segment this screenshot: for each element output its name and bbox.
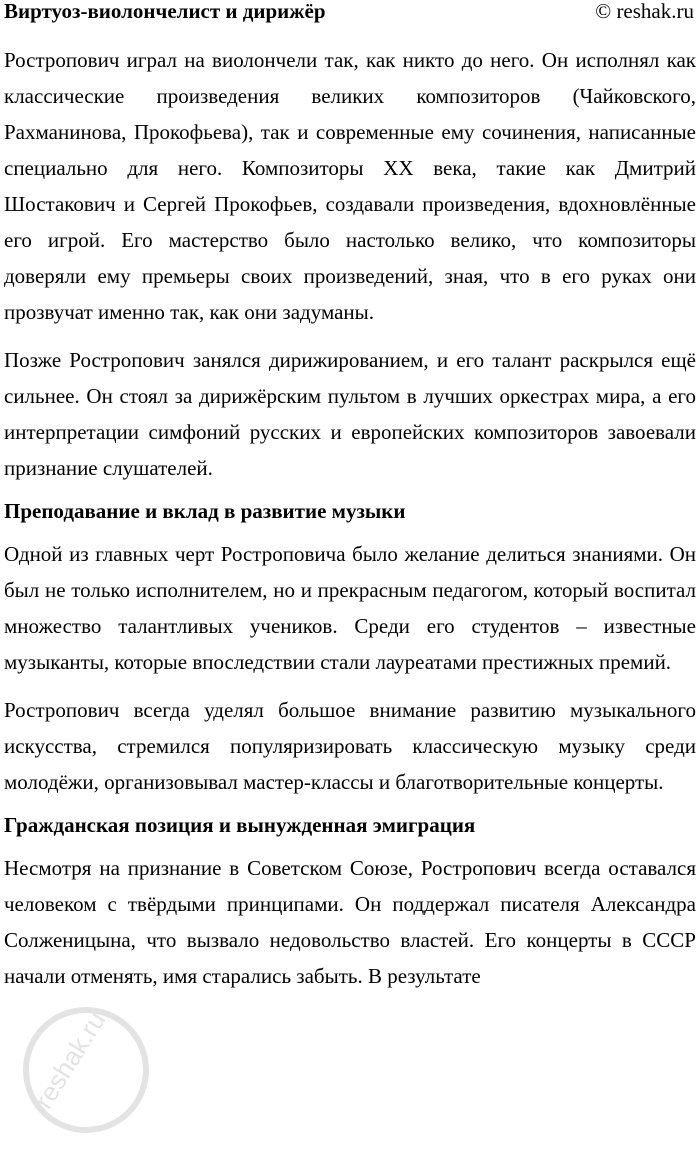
section-heading: Гражданская позиция и вынужденная эмиграция bbox=[4, 813, 476, 837]
paragraph: Несмотря на признание в Советском Союзе, Ростропович всегда оставался человеком с твёрдыми принципами. Он поддержал писателя Александра Солженицына, что вызвало недовольство властей. Его концерты в СССР начали отменять, имя старались забыть. В результате bbox=[4, 856, 696, 988]
paragraph: Одной из главных черт Ростроповича было желание делиться знаниями. Он был не только исполнителем, но и прекрасным педагогом, который воспитал множество талантливых учеников. Среди его студентов – известные музыканты, которые впоследствии стали лауреатами престижных премий. bbox=[4, 542, 696, 674]
site-copyright[interactable]: © reshak.ru bbox=[595, 0, 694, 23]
paragraph: Ростропович всегда уделял большое внимание развитию музыкального искусства, стремился популяризировать классическую музыку среди молодёжи, организовывал мастер-классы и благотворительные концерты. bbox=[4, 698, 696, 794]
paragraph: Ростропович играл на виолончели так, как никто до него. Он исполнял как классические произведения великих композиторов (Чайковского, Рахманинова, Прокофьева), так и современные ему сочинения, написанные специально для него. Композиторы XX века, такие как Дмитрий Шостакович и Сергей Прокофьев, создавали произведения, вдохновлённые его игрой. Его мастерство было настолько велико, что композиторы доверяли ему премьеры своих произведений, зная, что в его руках они прозвучат именно так, как они задуманы. bbox=[4, 48, 696, 324]
watermark-text: reshak.ru bbox=[28, 1006, 112, 1114]
paragraph: Позже Ростропович занялся дирижированием, и его талант раскрылся ещё сильнее. Он стоял за дирижёрским пультом в лучших оркестрах мира, а его интерпретации симфоний русских и европейских композиторов завоевали признание слушателей. bbox=[4, 348, 696, 480]
page-header bbox=[4, 0, 696, 28]
page-title: Виртуоз-виолончелист и дирижёр bbox=[4, 0, 326, 23]
section-heading: Преподавание и вклад в развитие музыки bbox=[4, 499, 406, 523]
